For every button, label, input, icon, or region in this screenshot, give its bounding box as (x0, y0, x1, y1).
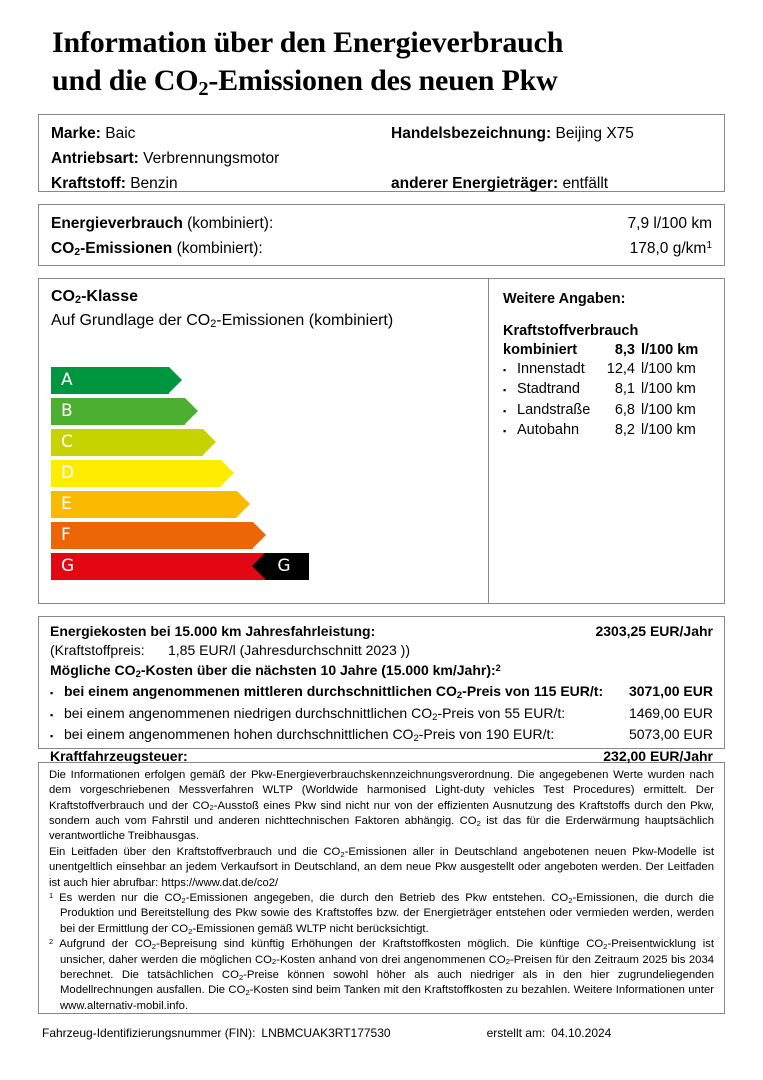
footnote-2-f: -Preise können sowohl höher als auch niedriger als in den hier zugrundeliegenden Modellrechnungen ausfallen. Die CO (60, 969, 714, 997)
fineprint-p1-sub1: 2 (209, 803, 214, 813)
footnote-2-sub2: 2 (603, 941, 608, 951)
footnote-1-marker: 1 (49, 890, 54, 900)
fineprint-p1-a: Die Informationen erfolgen gemäß der Pkw-Energieverbrauchskennzeichnungsverordnung. Die angegebenen Werte wurden nach dem vorgeschriebenen Messverfahren WLTP (Worldwide harmonised Light-duty vehicles Test Procedures) ermittelt. Der Kraftstoffverbrauch und der CO (49, 768, 714, 812)
kraftstoffverbrauch-kombiniert-label: kombiniert (503, 341, 578, 358)
kraftstoffpreis-row (50, 641, 713, 661)
fineprint-paragraph-2 (49, 845, 714, 891)
co2-emissions-label (51, 236, 263, 263)
co2-class-subheading-subscript: 2 (210, 318, 217, 331)
fin-label: Fahrzeug-Identifizierungsnummer (FIN): (42, 1025, 256, 1040)
co2-class-box (38, 278, 725, 604)
moegliche-heading-footnote: 2 (495, 662, 501, 673)
vehicle-info-right-column (391, 121, 634, 196)
kraftstoffverbrauch-item-name: Stadtrand (517, 381, 580, 398)
vehicle-marke-value: Baic (105, 124, 136, 142)
fineprint-footnote-2 (49, 937, 714, 1014)
footnote-2-d: -Kosten anhand von drei angenommenen CO (276, 953, 506, 966)
kraftstoffpreis-label: (Kraftstoffpreis: (50, 642, 145, 659)
weitere-angaben-title: Weitere Angaben: (503, 290, 626, 307)
title-line-1: Information über den Energieverbrauch (52, 26, 564, 59)
co2-price-bullet-list (50, 682, 713, 747)
title-line-2 (52, 62, 719, 100)
energiekosten-value: 2303,25 EUR/Jahr (595, 622, 713, 639)
co2-class-heading-subscript: 2 (75, 294, 82, 307)
page-title (38, 0, 725, 101)
footnote-2-sub5: 2 (238, 972, 244, 982)
kraftstoffverbrauch-item-value: 8,2 (614, 422, 635, 439)
co2-class-selected-marker-body (265, 553, 309, 580)
footnote-1-sub1: 2 (181, 895, 186, 905)
vehicle-handelsbezeichnung-row (391, 121, 634, 146)
kraftfahrzeugsteuer-value: 232,00 EUR/Jahr (603, 747, 713, 764)
co2-class-bar-body (51, 398, 185, 425)
energy-consumption-label-bold: Energieverbrauch (51, 214, 183, 232)
co2-emissions-value (630, 236, 712, 263)
co2-class-bar-letter: G (61, 555, 75, 576)
title-line-2-post: -Emissionen des neuen Pkw (208, 64, 558, 98)
energy-consumption-value: 7,9 l/100 km (627, 214, 712, 232)
kraftstoffverbrauch-item-value: 12,4 (606, 360, 635, 377)
kraftstoffverbrauch-item-unit: l/100 km (641, 422, 696, 439)
co2-class-selected-marker (265, 553, 309, 580)
energiekosten-label: Energiekosten bei 15.000 km Jahresfahrleistung: (50, 622, 376, 639)
co2-class-bar-body (51, 367, 169, 394)
co2-emissions-label-subscript: 2 (74, 246, 81, 259)
co2-class-bar-e (51, 491, 271, 518)
kraftstoffverbrauch-item-value: 8,1 (614, 381, 635, 398)
footnote-1-d: -Emissionen gemäß WLTP nicht berücksichtigt. (192, 922, 429, 935)
co2-class-heading-pre: CO (51, 287, 75, 305)
vehicle-kraftstoff-label: Kraftstoff: (51, 174, 126, 192)
co2-class-bar-body (51, 553, 271, 580)
co2-class-heading-post: -Klasse (81, 287, 138, 305)
kraftstoffverbrauch-item (503, 421, 714, 442)
created-value: 04.10.2024 (551, 1025, 612, 1040)
bullet-icon: ▪ (50, 709, 54, 720)
co2-price-bullet (50, 704, 713, 726)
kraftstoffverbrauch-item (503, 380, 714, 401)
footnote-2-b: -Bepreisung sind künftig Erhöhungen der Kraftstoffkosten möglich. Die künftige CO (156, 938, 604, 951)
vehicle-kraftstoff-row (51, 171, 279, 196)
fineprint-p2-sub: 2 (340, 849, 345, 859)
co2-emissions-value-number: 178,0 g/km (629, 239, 707, 257)
vehicle-handelsbezeichnung-label: Handelsbezeichnung: (391, 124, 552, 142)
kraftstoffverbrauch-item-name: Landstraße (517, 401, 591, 418)
co2-class-subheading-post: -Emissionen (kombiniert) (216, 311, 394, 329)
vehicle-info-left-column (51, 121, 279, 196)
vehicle-right-spacer (391, 146, 634, 171)
fineprint-p2-a: Ein Leitfaden über den Kraftstoffverbrauch und die CO (49, 845, 341, 858)
kraftstoffverbrauch-item-unit: l/100 km (641, 401, 696, 418)
bullet-icon: ▪ (50, 731, 54, 742)
co2-price-bullet (50, 682, 713, 704)
fin-value: LNBMCUAK3RT177530 (261, 1025, 391, 1040)
kraftstoffverbrauch-kombiniert-unit: l/100 km (641, 341, 699, 358)
moegliche-heading-subscript: 2 (135, 668, 141, 680)
kraftstoffverbrauch-item-unit: l/100 km (641, 381, 696, 398)
co2-price-bullet-text: bei einem angenommenen hohen durchschnittlichen $CO_2$-Preis von (64, 726, 482, 745)
vehicle-anderer-energietraeger-row (391, 171, 634, 196)
bullet-icon: ▪ (503, 364, 507, 375)
footnote-2-a: Aufgrund der CO (53, 938, 152, 951)
fineprint-p1-b: -Ausstoß eines Pkw sind nicht nur von der effizienten Ausnutzung des Kraftstoffs durch den Pkw, sondern auch vom Fahrstil und anderen nichttechnischen Faktoren abhängig. CO (49, 799, 714, 827)
co2-class-bars (51, 367, 271, 584)
footnote-2-sub4: 2 (505, 957, 510, 967)
co2-emissions-label-pre: CO (51, 239, 75, 257)
vehicle-antriebsart-value: Verbrennungsmotor (143, 149, 280, 167)
kraftstoffverbrauch-item-unit: l/100 km (641, 360, 696, 377)
footnote-2-sub3: 2 (271, 957, 277, 967)
bullet-icon: ▪ (503, 405, 507, 416)
vehicle-anderer-energietraeger-value: entfällt (562, 174, 609, 192)
footnote-1-sub2: 2 (568, 895, 573, 905)
kraftstoffverbrauch-kombiniert-value: 8,3 (614, 341, 635, 358)
vehicle-marke-label: Marke: (51, 124, 101, 142)
fineprint-box (38, 762, 725, 1014)
moegliche-co2-kosten-heading (50, 661, 713, 683)
co2-class-bar-letter: C (61, 431, 73, 452)
co2-emissions-footnote-marker: 1 (706, 240, 712, 252)
co2-class-selected-letter: G (277, 555, 291, 576)
co2-price-bullet-price: 190 EUR/t: (485, 726, 555, 743)
vehicle-anderer-energietraeger-label: anderer Energieträger: (391, 174, 559, 192)
co2-class-bar-body (51, 522, 253, 549)
consumption-box (38, 204, 725, 266)
footnote-2-c: -Preisentwicklung ist unsicher, daher werden die möglichen CO (60, 938, 714, 966)
co2-class-subheading (39, 309, 488, 334)
co2-price-bullet-price: 115 EUR/t: (533, 683, 604, 700)
title-co2-subscript: 2 (198, 77, 209, 100)
moegliche-heading-post: -Kosten über die nächsten 10 Jahre (15.000 km/Jahr): (140, 661, 496, 678)
costs-box (38, 616, 725, 764)
created-label: erstellt am: (486, 1025, 546, 1040)
footnote-1-c: -Emissionen, die durch die Produktion und Bereitstellung des Pkw sowie des Kraftstoffes bzw. der Energieträger entstehen oder vermieden werden, werden bei der Ermittlung der CO (60, 892, 714, 935)
energy-consumption-label-rest: (kombiniert): (182, 214, 274, 232)
kraftstoffverbrauch-item-name: Autobahn (517, 422, 580, 439)
footnote-1-sub3: 2 (188, 926, 193, 936)
kraftstoffverbrauch-item-list (503, 360, 714, 442)
bullet-icon: ▪ (503, 385, 507, 396)
vehicle-kraftstoff-value: Benzin (130, 174, 178, 192)
bullet-icon: ▪ (503, 426, 507, 437)
footnote-2-marker: 2 (49, 936, 54, 946)
co2-price-bullet-amount: 1469,00 EUR (628, 704, 713, 721)
co2-price-bullet-amount: 3071,00 EUR (628, 683, 713, 700)
kraftstoffpreis-value: 1,85 EUR/l (Jahresdurchschnitt 2023 )) (168, 642, 410, 659)
kraftstoffverbrauch-heading: Kraftstoffverbrauch (503, 322, 639, 339)
footnote-1-b: -Emissionen angegeben, die durch den Betrieb des Pkw entstehen. CO (185, 892, 569, 905)
co2-class-bar-letter: A (61, 369, 73, 390)
vehicle-handelsbezeichnung-value: Beijing X75 (555, 124, 634, 142)
bullet-icon: ▪ (50, 688, 54, 699)
co2-emissions-label-rest: (kombiniert): (172, 239, 263, 257)
co2-price-bullet-text: bei einem angenommenen mittleren durchschnittlichen $CO_2$-Preis von (64, 683, 530, 702)
co2-price-bullet (50, 725, 713, 747)
co2-class-bar-letter: F (61, 524, 71, 545)
footnote-2-sub1: 2 (151, 941, 157, 951)
co2-class-bar-letter: B (61, 400, 73, 421)
co2-class-bar-g (51, 553, 271, 580)
co2-emissions-label-post: -Emissionen (80, 239, 173, 257)
footnote-1-a: Es werden nur die CO (53, 892, 182, 905)
co2-class-bar-body (51, 491, 237, 518)
vehicle-info-box (38, 114, 725, 192)
fineprint-paragraph-1 (49, 768, 714, 845)
co2-class-heading (39, 279, 488, 309)
vehicle-marke-row (51, 121, 279, 146)
title-line-2-pre: und die CO (52, 64, 199, 98)
kraftstoffverbrauch-item-name: Innenstadt (517, 360, 585, 377)
co2-class-bar-a (51, 367, 271, 394)
vehicle-antriebsart-row (51, 146, 279, 171)
fineprint-p2-b: -Emissionen aller in Deutschland angebotenen neuen Pkw-Modelle ist unentgeltlich einsehbar an jedem Verkaufsort in Deutschland, an dem neue Pkw ausgestellt oder angeboten werden. Der Leitfaden ist auch hier abrufbar: https://www.dat.de/co2/ (49, 845, 714, 889)
kraftstoffverbrauch-item (503, 360, 714, 381)
kraftfahrzeugsteuer-label: Kraftfahrzeugsteuer: (50, 747, 188, 764)
weitere-angaben-spacer (503, 309, 714, 322)
co2-price-bullet-text: bei einem angenommenen niedrigen durchschnittlichen $CO_2$-Preis von (64, 704, 501, 723)
footnote-2-sub6: 2 (245, 988, 250, 998)
co2-class-bar-body (51, 429, 203, 456)
co2-class-bar-letter: E (61, 493, 72, 514)
moegliche-heading-pre: Mögliche CO (50, 661, 136, 678)
footnote-2-e: -Preisen für den Zeitraum 2025 bis 2034 berechnet. Die tatsächlichen CO (60, 953, 715, 982)
co2-emissions-label-bold (51, 240, 172, 257)
fineprint-footnote-1 (49, 891, 714, 937)
co2-class-chart-panel (39, 279, 489, 603)
energiekosten-row (50, 622, 713, 642)
co2-class-bar-f (51, 522, 271, 549)
energy-consumption-row (51, 211, 712, 236)
co2-class-bar-b (51, 398, 271, 425)
co2-emissions-row (51, 236, 712, 263)
co2-class-bar-c (51, 429, 271, 456)
fineprint-p1-sub2: 2 (476, 818, 481, 828)
footnote-2-g: -Kosten sind beim Tanken mit den Kraftstoffkosten zu bezahlen. Weitere Informationen unter www.alternativ-mobil.info. (60, 984, 714, 1012)
fineprint-p1-c: ist das für die Erderwärmung hauptsächlich verantwortliche Treibhausgas. (49, 815, 714, 843)
vehicle-antriebsart-label: Antriebsart: (51, 149, 139, 167)
kraftstoffverbrauch-item (503, 401, 714, 422)
co2-class-bar-letter: D (61, 462, 75, 483)
energy-consumption-label (51, 211, 273, 236)
weitere-angaben-panel (489, 279, 724, 603)
co2-class-bar-d (51, 460, 271, 487)
kraftstoffverbrauch-kombiniert-row (503, 341, 714, 360)
co2-class-subheading-pre: Auf Grundlage der CO (51, 311, 211, 329)
document-footer (38, 1025, 725, 1042)
co2-price-bullet-amount: 5073,00 EUR (628, 726, 713, 743)
kraftstoffverbrauch-item-value: 6,8 (614, 401, 635, 418)
co2-price-bullet-price: 55 EUR/t: (504, 704, 566, 721)
co2-class-bar-body (51, 460, 221, 487)
